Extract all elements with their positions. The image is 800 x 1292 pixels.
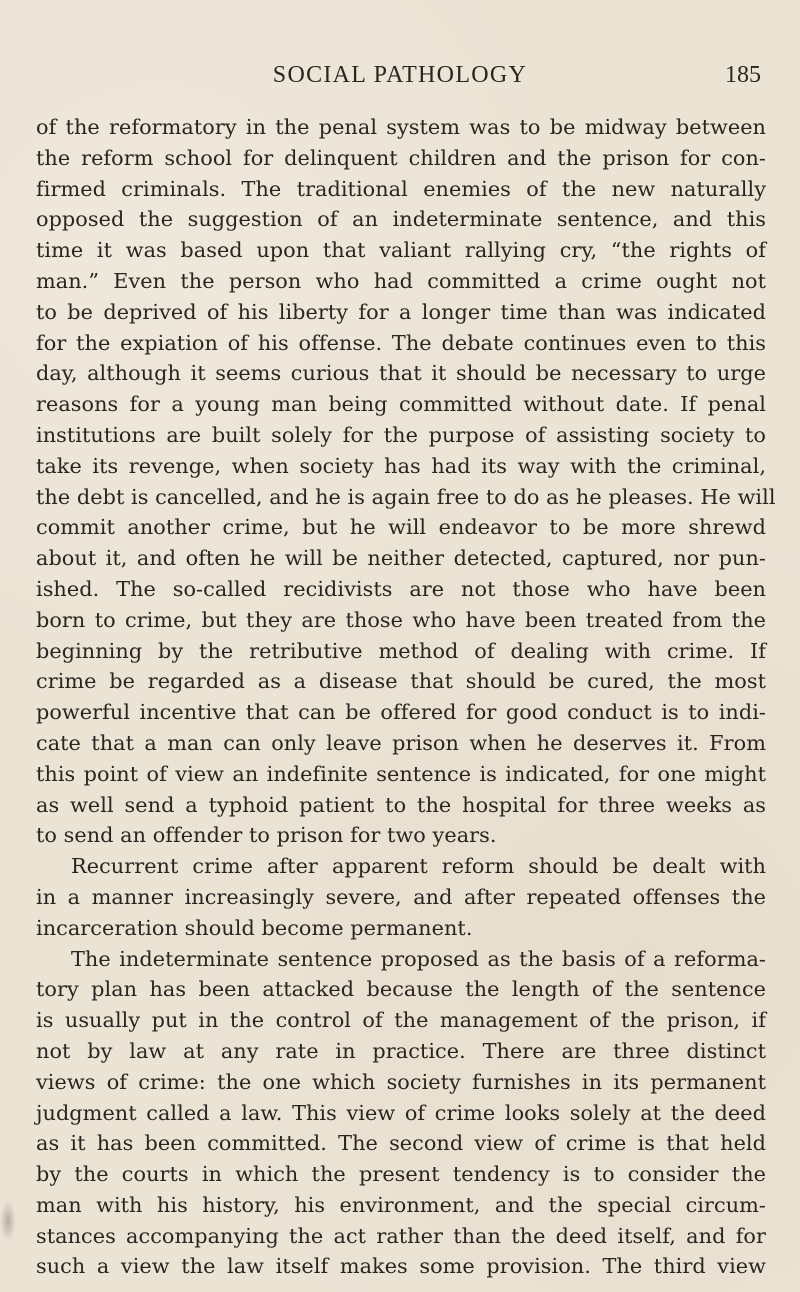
text-line: for the expiation of his offense. The debate continues even to this (36, 330, 766, 355)
text-line: to be deprived of his liberty for a longer time than was indicated (36, 299, 766, 324)
page-header (35, 62, 765, 90)
text-line: such a view the law itself makes some provision. The third view (36, 1254, 766, 1279)
text-line: powerful incentive that can be offered for good conduct is to indi- (36, 700, 766, 725)
text-line: take its revenge, when society has had its way with the criminal, (36, 453, 766, 478)
text-line: tory plan has been attacked because the length of the sentence (36, 977, 766, 1002)
text-line: reasons for a young man being committed without date. If penal (36, 392, 766, 417)
text-line: the debt is cancelled, and he is again free to do as he pleases. He will (36, 484, 776, 509)
text-line: of the reformatory in the penal system was to be midway between (36, 115, 766, 139)
body-text (36, 112, 776, 1282)
text-line: this point of view an indefinite sentence is indicated, for one might (36, 761, 766, 786)
text-line: The indeterminate sentence proposed as the basis of a reforma- (71, 946, 766, 971)
text-line: ished. The so-called recidivists are not those who have been (36, 576, 766, 601)
text-line: man with his history, his environment, and the special circum- (36, 1192, 766, 1217)
text-line: by the courts in which the present tendency is to consider the (36, 1162, 766, 1187)
page-smudge (0, 1200, 16, 1242)
text-line: in a manner increasingly severe, and after repeated offenses the (36, 884, 766, 909)
text-line: as well send a typhoid patient to the hospital for three weeks as (36, 792, 766, 817)
text-line: incarceration should become permanent. (36, 915, 473, 940)
text-line: cate that a man can only leave prison when he deserves it. From (36, 730, 766, 755)
text-line: commit another crime, but he will endeavor to be more shrewd (36, 515, 766, 540)
text-line: crime be regarded as a disease that should be cured, the most (36, 669, 766, 694)
running-head: SOCIAL PATHOLOGY (272, 62, 528, 88)
text-line: man.” Even the person who had committed a crime ought not (36, 268, 766, 293)
text-line: to send an offender to prison for two years. (36, 823, 497, 848)
text-line: beginning by the retributive method of dealing with crime. If (36, 638, 766, 663)
text-line: judgment called a law. This view of crime looks solely at the deed (36, 1100, 766, 1125)
text-line: is usually put in the control of the management of the prison, if (36, 1008, 766, 1033)
text-line: day, although it seems curious that it should be necessary to urge (36, 361, 766, 386)
page-number: 185 (725, 62, 761, 88)
text-line: not by law at any rate in practice. There are three distinct (36, 1038, 766, 1063)
text-line: born to crime, but they are those who have been treated from the (36, 607, 766, 632)
text-line: about it, and often he will be neither detected, captured, nor pun- (36, 546, 766, 571)
text-line: as it has been committed. The second view of crime is that held (36, 1131, 766, 1156)
text-line: institutions are built solely for the purpose of assisting society to (36, 422, 766, 447)
text-line: views of crime: the one which society furnishes in its permanent (36, 1069, 766, 1094)
text-line: the reform school for delinquent children and the prison for con- (36, 145, 766, 170)
text-line: time it was based upon that valiant rallying cry, “the rights of (36, 238, 766, 263)
text-line: firmed criminals. The traditional enemies of the new naturally (36, 176, 766, 201)
text-line: Recurrent crime after apparent reform should be dealt with (71, 854, 766, 879)
text-line: opposed the suggestion of an indeterminate sentence, and this (36, 207, 766, 232)
text-line: stances accompanying the act rather than the deed itself, and for (36, 1223, 766, 1248)
